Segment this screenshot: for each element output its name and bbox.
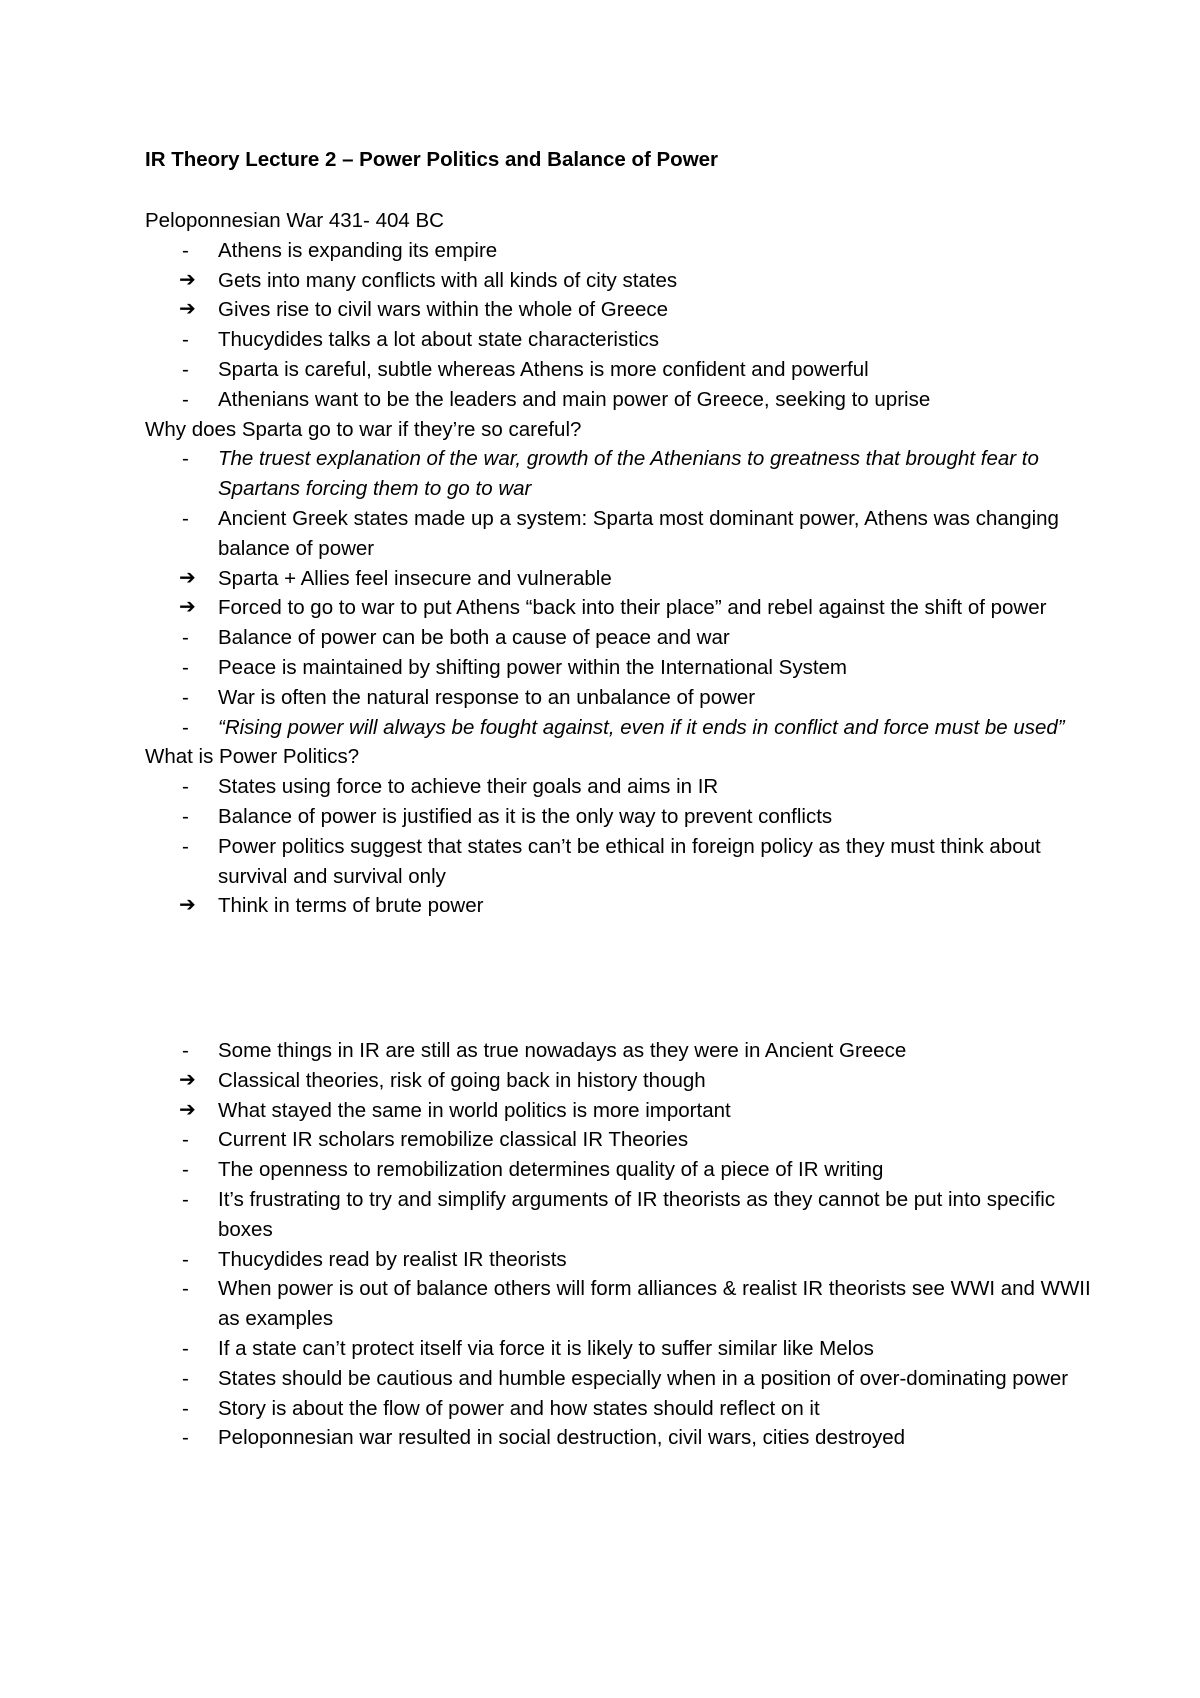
dash-bullet: - (182, 357, 189, 381)
list-item (145, 653, 1095, 683)
list-item (145, 802, 1095, 832)
dash-bullet: - (182, 506, 189, 530)
notes-block-1 (145, 206, 1095, 921)
list-item (145, 1096, 1095, 1126)
list-item-text: Balance of power is justified as it is the only way to prevent conflicts (218, 804, 833, 828)
dash-bullet: - (182, 1277, 189, 1301)
list-item-text: Sparta is careful, subtle whereas Athens is more confident and powerful (218, 357, 869, 381)
list-item (145, 1066, 1095, 1096)
list-item (145, 1423, 1095, 1453)
arrow-bullet-icon: ➔ (179, 596, 196, 619)
arrow-bullet-icon: ➔ (179, 268, 196, 291)
list-item-text: Peace is maintained by shifting power within the International System (218, 655, 848, 679)
list-item (145, 1364, 1095, 1394)
dash-bullet: - (182, 1366, 189, 1390)
list-item-text: Story is about the flow of power and how states should reflect on it (218, 1396, 820, 1420)
list-item (145, 1125, 1095, 1155)
section-heading: Peloponnesian War 431- 404 BC (145, 209, 444, 232)
list-item-text: States using force to achieve their goals and aims in IR (218, 775, 719, 799)
dash-bullet: - (182, 1336, 189, 1360)
section-heading: What is Power Politics? (145, 745, 360, 769)
list-item (145, 385, 1095, 415)
list-item-text: “Rising power will always be fought against, even if it ends in conflict and force must be used” (218, 715, 1065, 739)
arrow-bullet-icon: ➔ (179, 298, 196, 321)
list-item (145, 355, 1095, 385)
dash-bullet: - (182, 655, 189, 679)
arrow-bullet-icon: ➔ (179, 566, 196, 589)
list-item-text: The truest explanation of the war, growth of the Athenians to greatness that brought fear to Spartans forcing them to go to war (218, 447, 1039, 501)
list-item-text: What stayed the same in world politics is more important (218, 1098, 731, 1122)
dash-bullet: - (182, 834, 189, 858)
list-item-text: States should be cautious and humble especially when in a position of over-dominating power (218, 1366, 1069, 1390)
list-item-text: Athens is expanding its empire (218, 238, 498, 262)
dash-bullet: - (182, 1247, 189, 1271)
dash-bullet: - (182, 387, 189, 411)
dash-bullet: - (182, 1158, 189, 1182)
arrow-bullet-icon: ➔ (179, 1098, 196, 1121)
dash-bullet: - (182, 1187, 189, 1211)
list-item-text: Peloponnesian war resulted in social destruction, civil wars, cities destroyed (218, 1426, 906, 1450)
list-item-text: Forced to go to war to put Athens “back into their place” and rebel against the shift of power (218, 596, 1047, 620)
dash-bullet: - (182, 685, 189, 709)
list-item (145, 1036, 1095, 1066)
list-item-text: Ancient Greek states made up a system: Sparta most dominant power, Athens was changing balance of power (218, 506, 1059, 560)
dash-bullet: - (182, 626, 189, 650)
list-item-text: Athenians want to be the leaders and main power of Greece, seeking to uprise (218, 387, 931, 411)
list-item (145, 236, 1095, 266)
list-item (145, 1334, 1095, 1364)
list-item-text: Classical theories, risk of going back in history though (218, 1068, 706, 1092)
list-item-text: War is often the natural response to an unbalance of power (218, 685, 756, 709)
dash-bullet: - (182, 447, 189, 471)
dash-bullet: - (182, 328, 189, 352)
list-item-text: Sparta + Allies feel insecure and vulnerable (218, 566, 612, 590)
arrow-bullet-icon: ➔ (179, 894, 196, 917)
list-item (145, 1274, 1095, 1334)
dash-bullet: - (182, 1039, 189, 1062)
list-item (145, 1155, 1095, 1185)
dash-bullet: - (182, 775, 189, 799)
list-item-text: The openness to remobilization determines quality of a piece of IR writing (218, 1158, 884, 1182)
list-item (145, 593, 1095, 623)
list-item (145, 325, 1095, 355)
notes-block-2 (145, 1036, 1095, 1453)
arrow-bullet-icon: ➔ (179, 1068, 196, 1091)
section-heading: Why does Sparta go to war if they’re so careful? (145, 417, 582, 441)
list-item (145, 832, 1095, 892)
list-item (145, 444, 1095, 504)
list-item-text: Some things in IR are still as true nowadays as they were in Ancient Greece (218, 1039, 907, 1062)
list-item (145, 1245, 1095, 1275)
list-item-text: Balance of power can be both a cause of peace and war (218, 626, 730, 650)
list-item-text: Gets into many conflicts with all kinds of city states (218, 268, 678, 292)
dash-bullet: - (182, 804, 189, 828)
list-item (145, 683, 1095, 713)
list-item (145, 266, 1095, 296)
dash-bullet: - (182, 1426, 189, 1450)
list-item-text: Think in terms of brute power (218, 894, 484, 918)
list-item (145, 504, 1095, 564)
list-item-text: Thucydides read by realist IR theorists (218, 1247, 567, 1271)
list-item (145, 713, 1095, 743)
document-title: IR Theory Lecture 2 – Power Politics and Balance of Power (145, 148, 719, 171)
list-item-text: When power is out of balance others will form alliances & realist IR theorists see WWI and WWII as examples (218, 1277, 1091, 1331)
list-item-text: It’s frustrating to try and simplify arguments of IR theorists as they cannot be put into specific boxes (218, 1187, 1056, 1241)
list-item (145, 1185, 1095, 1245)
dash-bullet: - (182, 1128, 189, 1152)
dash-bullet: - (182, 1396, 189, 1420)
list-item-text: Gives rise to civil wars within the whole of Greece (218, 298, 669, 322)
dash-bullet: - (182, 715, 189, 739)
dash-bullet: - (182, 238, 189, 262)
list-item-text: Thucydides talks a lot about state characteristics (218, 328, 659, 352)
list-item (145, 772, 1095, 802)
list-item (145, 891, 1095, 921)
list-item (145, 623, 1095, 653)
list-item (145, 295, 1095, 325)
list-item (145, 1394, 1095, 1424)
list-item-text: Current IR scholars remobilize classical IR Theories (218, 1128, 689, 1152)
list-item-text: Power politics suggest that states can’t be ethical in foreign policy as they must think about survival and survival only (218, 834, 1041, 888)
list-item (145, 564, 1095, 594)
list-item-text: If a state can’t protect itself via force it is likely to suffer similar like Melos (218, 1336, 874, 1360)
